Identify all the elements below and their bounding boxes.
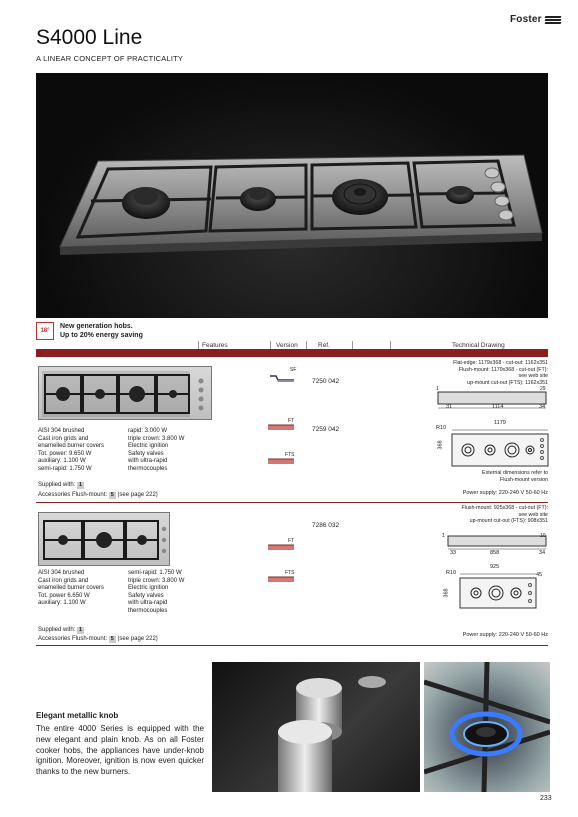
dim-radius: R10 bbox=[446, 570, 457, 576]
spec-line: semi-rapid: 1.750 W bbox=[38, 465, 92, 472]
dim-middle: 1114 bbox=[492, 404, 504, 410]
product1-power: Power supply: 220-240 V 50-60 Hz bbox=[462, 490, 548, 496]
version-sf-icon bbox=[268, 367, 297, 380]
spec-line: Safety valves bbox=[128, 450, 164, 457]
feature-title: Elegant metallic knob bbox=[36, 711, 119, 720]
version-fts-icon bbox=[268, 570, 295, 582]
product2-supplied bbox=[38, 627, 84, 635]
version-ft-icon bbox=[268, 538, 295, 550]
spec-line: thermocouples bbox=[128, 465, 168, 472]
dim-left: 33 bbox=[450, 550, 457, 556]
dim-height: 45 bbox=[536, 572, 543, 578]
accessories-page: (see page 222) bbox=[117, 636, 158, 642]
dim-right: 34 bbox=[539, 404, 546, 410]
product2-power: Power supply: 220-240 V 50-60 Hz bbox=[462, 632, 548, 638]
feature-body: The entire 4000 Series is equipped with the new elegant and plain knob. As on all Foster cooker hobs, the appliances have under-knob ignition. Moreover, ignition is now even quicker thanks to the new burners. bbox=[36, 724, 204, 777]
product1-side-drawing bbox=[428, 386, 548, 416]
spec-line: with ultra-rapid bbox=[128, 600, 168, 607]
col-technical: Technical Drawing bbox=[452, 342, 505, 349]
spec-line: with ultra-rapid bbox=[128, 458, 168, 465]
dim-height: 29 bbox=[540, 386, 546, 392]
supplied-num: 1 bbox=[79, 627, 83, 633]
flame-photo bbox=[424, 662, 550, 792]
product2-specs-right bbox=[128, 570, 184, 616]
external-note-line: External dimensions refer to bbox=[482, 470, 548, 476]
dim-left: 31 bbox=[446, 404, 453, 410]
cutout-line: up-mount cut-out (FTS): 908x351 bbox=[469, 518, 548, 524]
spec-line: AISI 304 brushed bbox=[38, 570, 85, 576]
eco-notice bbox=[36, 322, 143, 340]
spec-line: triple crown: 3.800 W bbox=[128, 435, 185, 442]
hob-illustration bbox=[36, 73, 548, 318]
product1-ref-ft: 7259 042 bbox=[312, 426, 340, 433]
product2-cutout-info bbox=[400, 505, 548, 525]
product2-image bbox=[38, 512, 170, 566]
dim-top: 10 bbox=[540, 533, 546, 539]
accessories-label: Accessories Flush-mount: bbox=[38, 492, 108, 498]
product2-side-drawing bbox=[440, 532, 548, 552]
product1-cutout-info bbox=[400, 360, 548, 386]
cutout-line: see web site bbox=[518, 373, 548, 379]
eco-line-2: Up to 20% energy saving bbox=[60, 332, 143, 339]
spec-line: semi-rapid: 1.750 W bbox=[128, 570, 182, 576]
spec-line: Electric ignition bbox=[128, 585, 169, 592]
product2-hob-icon bbox=[39, 513, 171, 567]
eco-line-1: New generation hobs. bbox=[60, 323, 133, 330]
spec-line: rapid: 3.000 W bbox=[128, 428, 168, 434]
version-fts-icon bbox=[268, 452, 295, 464]
product1-image bbox=[38, 366, 212, 420]
header-accent-bar bbox=[36, 349, 548, 357]
product1-supplied bbox=[38, 482, 84, 490]
page-title: S4000 Line bbox=[36, 26, 143, 49]
brand-logo bbox=[510, 14, 561, 25]
dim-width: 925 bbox=[490, 564, 500, 570]
product1-specs-left bbox=[38, 428, 104, 474]
dim-middle: 858 bbox=[490, 550, 500, 556]
external-note bbox=[440, 470, 548, 483]
cutout-line: up-mount cut-out (FTS): 1162x351 bbox=[467, 379, 548, 386]
knob-image-icon bbox=[212, 662, 420, 792]
spec-line: Cast iron grids and bbox=[38, 577, 89, 584]
external-note-line: Flush-mount version bbox=[500, 476, 548, 483]
product1-ref-sf: 7250 042 bbox=[312, 378, 340, 385]
col-features: Features bbox=[202, 342, 228, 349]
dim-width: 1179 bbox=[494, 420, 506, 426]
dim-radius: R10 bbox=[436, 425, 447, 431]
cutout-line: see web site bbox=[518, 511, 548, 518]
version-ft-icon bbox=[268, 418, 295, 430]
page-subtitle: A LINEAR CONCEPT OF PRACTICALITY bbox=[36, 54, 184, 63]
product-divider bbox=[36, 645, 548, 646]
dim-depth: 368 bbox=[437, 440, 444, 450]
version-code: FT bbox=[288, 538, 295, 544]
dim-depth: 368 bbox=[443, 588, 450, 598]
spec-line: enamelled burner covers bbox=[38, 585, 105, 592]
brand-name: Foster bbox=[510, 14, 542, 25]
cutout-line: Flush-mount: 925x368 - cut-out (FT): bbox=[461, 505, 548, 511]
logo-mark-icon bbox=[545, 16, 561, 24]
supplied-label: Supplied with: bbox=[38, 627, 76, 633]
spec-line: Cast iron grids and bbox=[38, 435, 89, 442]
version-code: SF bbox=[290, 367, 297, 373]
product1-hob-icon bbox=[39, 367, 213, 421]
spec-line: Tot. power 6.650 W bbox=[38, 592, 90, 599]
product1-top-drawing bbox=[437, 428, 550, 468]
version-code: FTS bbox=[285, 452, 295, 458]
accessories-page: (see page 222) bbox=[117, 492, 158, 498]
dim-right: 34 bbox=[539, 550, 546, 556]
accessories-num: 5 bbox=[110, 636, 114, 642]
hero-hob-image bbox=[36, 73, 548, 318]
version-code: FT bbox=[288, 418, 295, 424]
spec-line: enamelled burner covers bbox=[38, 443, 105, 450]
spec-line: AISI 304 brushed bbox=[38, 428, 85, 434]
dim-edge: 1 bbox=[436, 386, 439, 392]
spec-line: Tot. power: 9.650 W bbox=[38, 450, 92, 457]
supplied-label: Supplied with: bbox=[38, 482, 76, 488]
burner-flame-icon bbox=[424, 662, 550, 792]
accessories-label: Accessories Flush-mount: bbox=[38, 636, 108, 642]
version-code: FTS bbox=[285, 570, 295, 576]
product2-specs-left bbox=[38, 570, 104, 608]
spec-line: Electric ignition bbox=[128, 443, 169, 450]
cutout-line: Flush-mount: 1179x368 - cut-out (FT): bbox=[458, 366, 548, 373]
product-divider bbox=[36, 502, 548, 503]
knob-photo bbox=[212, 662, 420, 792]
page-number: 233 bbox=[540, 795, 552, 802]
product2-accessories bbox=[38, 636, 158, 644]
eco-text bbox=[60, 322, 143, 340]
spec-line: triple crown: 3.800 W bbox=[128, 577, 185, 584]
spec-line: Safety valves bbox=[128, 592, 164, 599]
product2-top-drawing bbox=[450, 572, 546, 612]
eco-badge-icon: 18° bbox=[36, 322, 54, 340]
product1-accessories bbox=[38, 492, 158, 500]
cutout-line: Flat-edge: 1179x368 - cut-out: 1162x351 bbox=[453, 360, 548, 366]
product1-specs-right bbox=[128, 428, 184, 474]
supplied-num: 1 bbox=[79, 482, 83, 488]
col-version: Version bbox=[276, 342, 298, 349]
spec-line: auxiliary: 1.100 W bbox=[38, 458, 86, 465]
spec-line: auxiliary: 1.100 W bbox=[38, 600, 86, 607]
accessories-num: 5 bbox=[110, 492, 114, 498]
product2-ref-ft: 7286 032 bbox=[312, 522, 340, 529]
col-ref: Ref. bbox=[318, 342, 330, 349]
spec-line: thermocouples bbox=[128, 607, 168, 614]
dim-edge: 1 bbox=[442, 533, 445, 539]
